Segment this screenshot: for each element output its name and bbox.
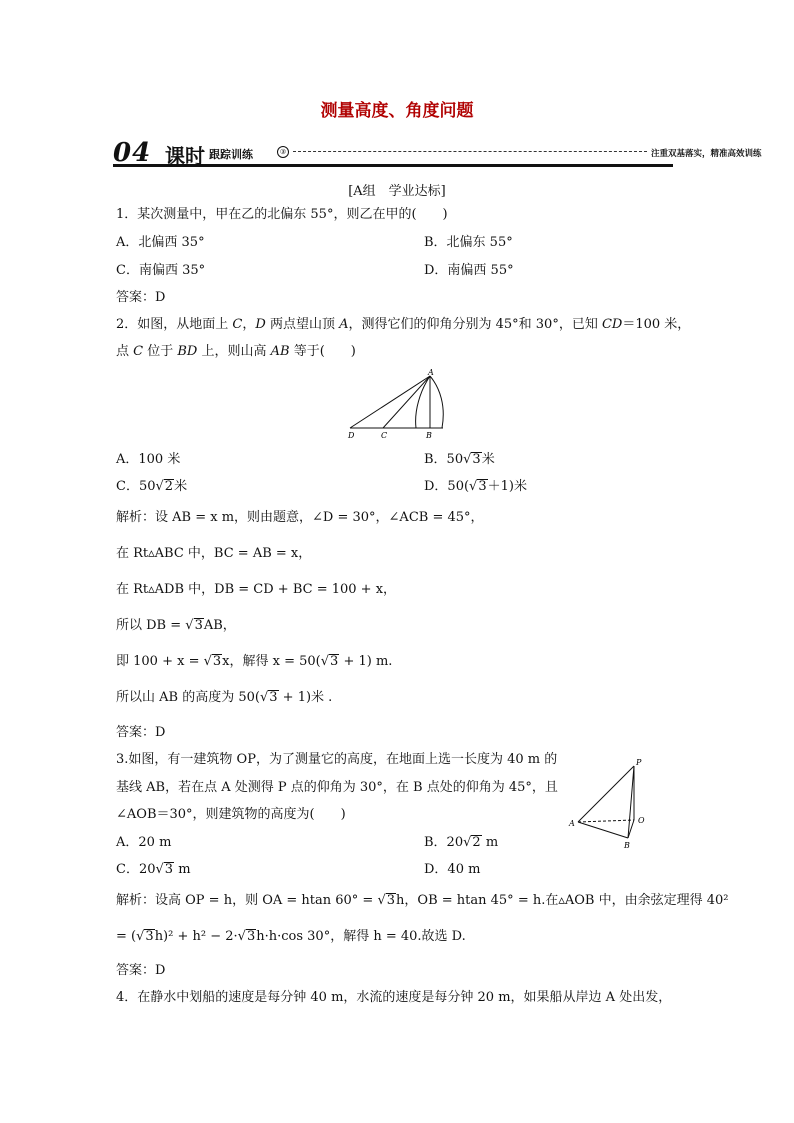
q2-solution-line4: 所以 DB = √3AB，	[116, 618, 236, 633]
q3-line-AP	[578, 766, 634, 822]
q3-stem-line2: 基线 AB，若在点 A 处测得 P 点的仰角为 30°，在 B 点处的仰角为 45°，且	[116, 780, 558, 795]
lesson-number: 04	[113, 138, 152, 168]
q2-solution-line6: 所以山 AB 的高度为 50(√3 + 1)米 .	[116, 690, 333, 705]
lesson-label: 课时	[165, 144, 205, 168]
q3-solution-line1: 解析：设高 OP = h，则 OA = htan 60° = √3h，OB = htan 45° = h.在▵AOB 中，由余弦定理得 40²	[116, 893, 729, 908]
q2-option-a: A．100 米	[116, 452, 181, 467]
q2-option-c: C．50√2米	[116, 479, 188, 494]
q3-label-P: P	[636, 758, 642, 767]
q2-answer: 答案：D	[116, 725, 166, 740]
q1-option-c: C．南偏西 35°	[116, 263, 206, 278]
q1-option-b: B．北偏东 55°	[424, 235, 513, 250]
q2-mountain-right-contour	[430, 376, 443, 428]
q1-stem: 1．某次测量中，甲在乙的北偏东 55°，则乙在甲的( )	[116, 207, 448, 222]
q3-answer: 答案：D	[116, 963, 166, 978]
q2-label-B: B	[426, 431, 432, 440]
q2-option-b: B．50√3米	[424, 452, 495, 467]
q2-solution-line5: 即 100 + x = √3x，解得 x = 50(√3 + 1) m.	[116, 654, 393, 669]
q3-solution-line2: = (√3h)² + h² − 2·√3h·h·cos 30°，解得 h = 40.故选 D.	[116, 929, 466, 944]
q2-solution-line3: 在 Rt▵ADB 中，DB = CD + BC = 100 + x，	[116, 582, 397, 597]
q1-option-d: D．南偏西 55°	[424, 263, 514, 278]
q2-label-C: C	[381, 431, 388, 440]
q1-option-a: A．北偏西 35°	[116, 235, 205, 250]
track-label: 跟踪训练	[209, 148, 253, 161]
q3-building-figure	[566, 756, 656, 850]
q2-solution-line1: 解析：设 AB = x m，则由题意，∠D = 30°，∠ACB = 45°，	[116, 510, 484, 525]
q3-option-c: C．20√3 m	[116, 862, 191, 877]
q2-label-D: D	[348, 431, 355, 440]
banner-dashed-line	[293, 151, 647, 152]
q2-option-d: D．50(√3＋1)米	[424, 479, 527, 494]
page-title: 测量高度、角度问题	[320, 101, 474, 121]
q3-stem-line1: 3.如图，有一建筑物 OP，为了测量它的高度，在地面上选一长度为 40 m 的	[116, 752, 558, 767]
q3-label-A: A	[569, 819, 575, 828]
q1-answer: 答案：D	[116, 290, 166, 305]
group-label: [A组 学业达标]	[348, 184, 446, 199]
q2-solution-line2: 在 Rt▵ABC 中，BC = AB = x，	[116, 546, 312, 561]
q3-label-O: O	[638, 816, 645, 825]
q3-stem-line3: ∠AOB＝30°，则建筑物的高度为( )	[116, 807, 346, 822]
circle-mark-icon: ③	[277, 146, 289, 158]
q3-line-BP	[628, 766, 634, 838]
q3-label-B: B	[624, 841, 630, 850]
q2-label-A: A	[428, 368, 434, 377]
q3-line-AB	[578, 822, 628, 838]
q2-stem-line2: 点 C 位于 BD 上，则山高 AB 等于( )	[116, 344, 356, 359]
q4-stem-line1: 4．在静水中划船的速度是每分钟 40 m，水流的速度是每分钟 20 m，如果船从岸边 A 处出发，	[116, 990, 672, 1005]
banner-rule	[113, 164, 673, 167]
q3-option-a: A．20 m	[116, 835, 172, 850]
q2-mountain-figure	[340, 366, 460, 442]
lesson-banner	[113, 138, 762, 168]
banner-slogan: 注重双基落实，精准高效训练	[651, 149, 762, 159]
q3-option-b: B．20√2 m	[424, 835, 499, 850]
q3-line-AO	[578, 820, 634, 822]
q3-option-d: D．40 m	[424, 862, 481, 877]
q2-stem-line1: 2．如图，从地面上 C，D 两点望山顶 A，测得它们的仰角分别为 45°和 30°，已知 CD＝100 米，	[116, 317, 691, 332]
